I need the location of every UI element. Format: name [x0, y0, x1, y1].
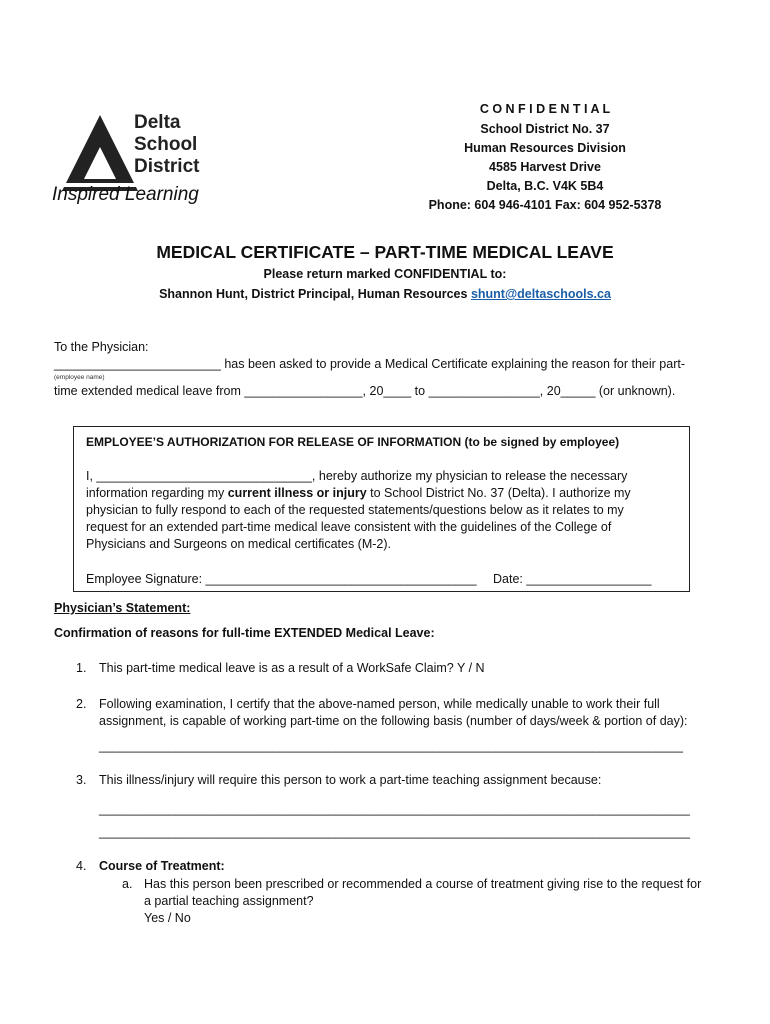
physician-heading: Physician’s Statement: — [54, 601, 191, 615]
q4-heading: Course of Treatment: — [99, 859, 225, 873]
q4-number: 4. — [76, 859, 87, 873]
q3-answer-line-2[interactable]: _____________________________________________________________________________________ — [99, 825, 690, 839]
q3-answer-line-1[interactable]: _____________________________________________________________________________________ — [99, 802, 690, 816]
contact-email-link[interactable]: shunt@deltaschools.ca — [470, 287, 611, 301]
return-line: Please return marked CONFIDENTIAL to: — [263, 267, 507, 281]
header-confidential: C O N F I D E N T I A L — [479, 102, 611, 116]
q3-text: This illness/injury will require this person to work a part-time teaching assignment because: — [99, 773, 602, 787]
q2-number: 2. — [76, 697, 87, 711]
salutation: To the Physician: — [54, 340, 149, 354]
logo-tagline: Inspired Learning — [52, 184, 199, 205]
employee-name-label: (employee name) — [54, 374, 105, 381]
confirmation-heading: Confirmation of reasons for full-time EXTENDED Medical Leave: — [54, 626, 435, 640]
q4a-line-2: a partial teaching assignment? — [144, 894, 314, 908]
employee-signature-field[interactable]: Employee Signature: _______________________________________ — [86, 572, 477, 586]
district-logo — [52, 99, 227, 217]
authorization-line-5: Physicians and Surgeons on medical certificates (M-2). — [86, 537, 391, 551]
q1-number: 1. — [76, 661, 87, 675]
q4a-yes-no[interactable]: Yes / No — [144, 911, 191, 925]
header-city: Delta, B.C. V4K 5B4 — [486, 179, 604, 193]
logo-word-delta: Delta — [134, 112, 181, 133]
authorization-line-2 — [86, 485, 631, 502]
contact-name: Shannon Hunt, District Principal, Human Resources — [159, 287, 468, 301]
logo-word-district: District — [134, 156, 200, 177]
header-phone: Phone: 604 946-4101 Fax: 604 952-5378 — [428, 198, 662, 212]
header-district: School District No. 37 — [480, 122, 610, 136]
authorization-line-2-bold: current illness or injury — [227, 486, 367, 500]
authorization-line-2-a: information regarding my — [86, 486, 228, 500]
logo-word-school: School — [134, 134, 198, 155]
authorization-line-2-c: to School District No. 37 (Delta). I authorize my — [366, 486, 631, 500]
contact-line — [0, 287, 770, 301]
header-address: 4585 Harvest Drive — [489, 160, 601, 174]
authorization-heading: EMPLOYEE’S AUTHORIZATION FOR RELEASE OF INFORMATION (to be signed by employee) — [86, 435, 620, 449]
page-title: MEDICAL CERTIFICATE – PART-TIME MEDICAL LEAVE — [156, 242, 614, 262]
q4a-letter: a. — [122, 877, 133, 891]
authorization-line-1: I, _______________________________, hereby authorize my physician to release the necessary — [86, 469, 628, 483]
q1-text: This part-time medical leave is as a result of a WorkSafe Claim? Y / N — [99, 661, 485, 675]
q2-line-1: Following examination, I certify that the above-named person, while medically unable to work their full — [99, 697, 660, 711]
header-division: Human Resources Division — [464, 141, 626, 155]
intro-line-2: time extended medical leave from _________________, 20____ to ________________, 20_____ (or unknown). — [54, 384, 676, 398]
authorization-line-3: physician to fully respond to each of the requested statements/questions below as it relates to my — [86, 503, 624, 517]
q3-number: 3. — [76, 773, 87, 787]
q2-line-2: assignment, is capable of working part-time on the following basis (number of days/week & portion of day): — [99, 714, 688, 728]
intro-line-1: ________________________ has been asked to provide a Medical Certificate explaining the reason for their part- — [54, 357, 685, 371]
authorization-line-4: request for an extended part-time medical leave consistent with the guidelines of the College of — [86, 520, 612, 534]
delta-triangle-icon — [60, 113, 140, 195]
date-field[interactable]: Date: __________________ — [493, 572, 652, 586]
q4a-line-1: Has this person been prescribed or recommended a course of treatment giving rise to the request for — [144, 877, 702, 891]
q2-answer-line[interactable]: ____________________________________________________________________________________ — [99, 739, 683, 753]
